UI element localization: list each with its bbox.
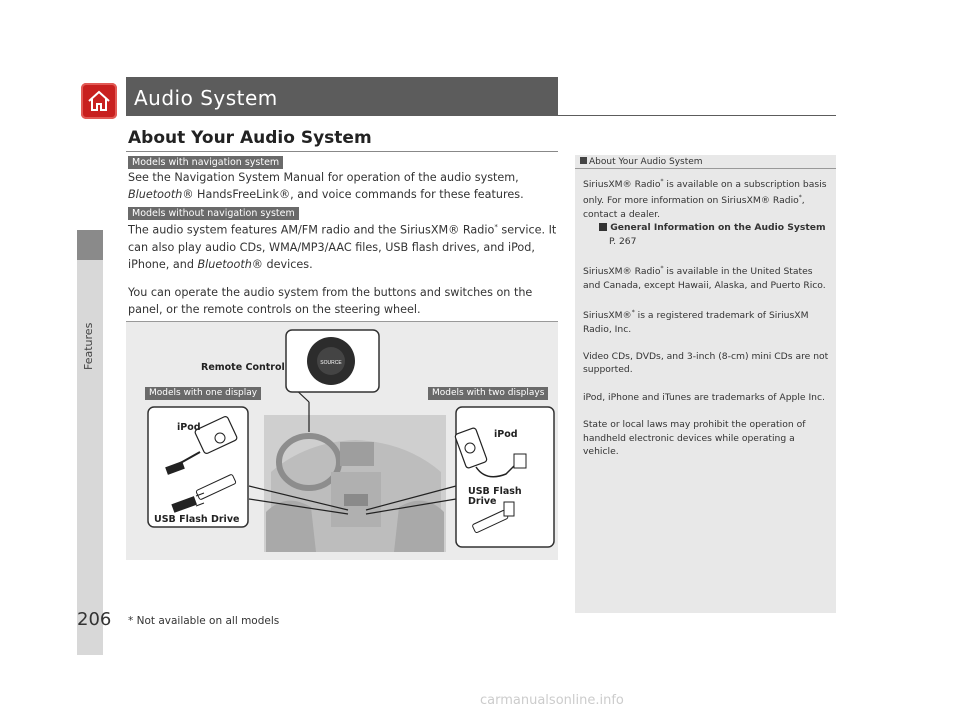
usb-right-label [468, 487, 522, 507]
footnote-text: Not available on all models [136, 615, 280, 627]
ipod-left-label: iPod [177, 422, 201, 433]
text-span: ® devices. [251, 257, 313, 271]
text-span: The audio system features AM/FM radio and the SiriusXM® Radio [128, 223, 495, 237]
usb-right-label-line1: USB Flash [468, 486, 522, 497]
ipod-right-label: iPod [494, 429, 518, 440]
paragraph-navigation [128, 169, 560, 203]
side-note-body [583, 175, 831, 472]
text-span: SiriusXM® Radio [583, 266, 661, 278]
text-span: See the Navigation System Manual for operation of the audio system, [128, 171, 519, 184]
asterisk-mark: * [494, 223, 498, 231]
note-paragraph: iPod, iPhone and iTunes are trademarks of Apple Inc. [583, 391, 825, 403]
paragraph-controls: You can operate the audio system from the buttons and switches on the panel, or the remote controls on the steering wheel. [128, 286, 533, 316]
text-span: SiriusXM® [583, 310, 632, 322]
footnote [128, 615, 279, 627]
text-span: SiriusXM® Radio [583, 179, 661, 191]
footnote-asterisk: * [128, 615, 134, 627]
text-span: , contact a dealer. [583, 195, 805, 220]
section-title-rule [126, 115, 836, 116]
asterisk-mark: * [660, 178, 664, 185]
badge-with-navigation: Models with navigation system [128, 156, 283, 169]
text-italic: Bluetooth [128, 188, 183, 201]
remote-menu-label: MENU [348, 382, 360, 387]
side-note-title [580, 157, 703, 167]
text-span: is a registered trademark of SiriusXM Radio, Inc. [583, 310, 809, 335]
section-title: Audio System [134, 86, 278, 110]
note-paragraph: Video CDs, DVDs, and 3-inch (8-cm) mini CDs are not supported. [583, 350, 829, 376]
text-italic: Bluetooth [197, 257, 252, 271]
text-span: is available in the United States and Canada, except Hawaii, Alaska, and Puerto Rico. [583, 266, 826, 291]
asterisk-mark: * [798, 194, 802, 202]
audio-system-illustration [126, 321, 558, 560]
cross-reference-page[interactable]: P. 267 [609, 235, 637, 247]
home-button[interactable] [81, 83, 117, 119]
side-note-rule [575, 168, 836, 169]
sidebar-active-tab[interactable] [77, 230, 103, 260]
text-span: service. It can also play audio CDs, WMA/MP3/AAC files, USB flash drives, and iPod, iPhone, and [128, 223, 557, 271]
asterisk-mark: * [631, 309, 635, 317]
usb-right-label-line2: Drive [468, 496, 497, 507]
heading-rule [126, 151, 558, 152]
note-title-text: About Your Audio System [589, 157, 703, 167]
asterisk-mark: * [660, 265, 664, 273]
text-span: is available on a subscription basis only. For more information on SiriusXM® Radio [583, 179, 827, 207]
note-paragraph: State or local laws may prohibit the operation of handheld electronic devices while operating a vehicle. [583, 419, 806, 457]
badge-two-displays: Models with two displays [428, 387, 548, 400]
usb-left-label: USB Flash Drive [154, 514, 240, 525]
home-icon [86, 89, 112, 113]
text-span: ® HandsFreeLink®, and voice commands for these features. [182, 188, 524, 201]
note-marker-icon [580, 157, 587, 164]
sidebar-section-label: Features [82, 322, 95, 370]
badge-one-display: Models with one display [145, 387, 261, 400]
remote-control-label: Remote Control [201, 362, 285, 373]
page-heading: About Your Audio System [128, 128, 372, 148]
paragraph-features [128, 219, 560, 273]
cross-reference-text: General Information on the Audio System [610, 222, 826, 234]
cross-reference-link[interactable] [583, 222, 826, 233]
badge-without-navigation: Models without navigation system [128, 207, 299, 220]
right-devices-inset [456, 407, 554, 547]
arrow-ref-icon [599, 223, 607, 231]
remote-source-label: SOURCE [320, 360, 342, 366]
page-number: 206 [77, 609, 112, 630]
watermark: carmanualsonline.info [480, 693, 624, 708]
